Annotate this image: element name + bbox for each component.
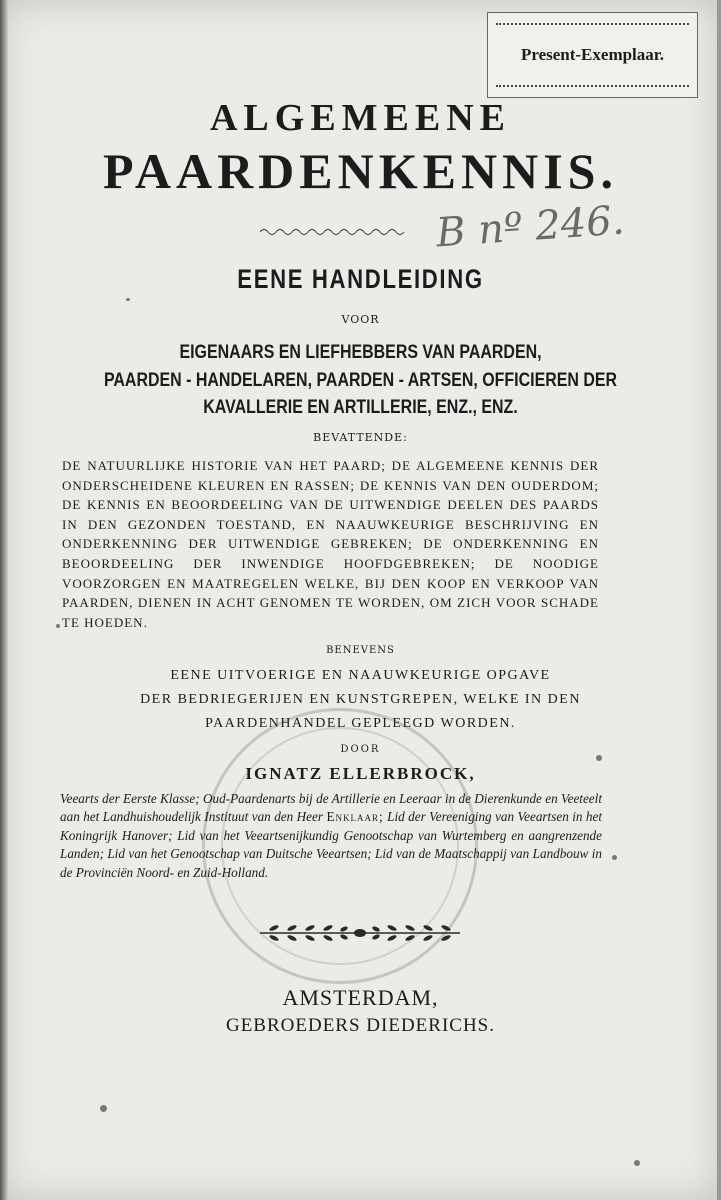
squiggle-ornament	[260, 226, 410, 238]
handwritten-shelfmark: B nº 246.	[434, 197, 626, 257]
author-name: IGNATZ ELLERBROCK,	[245, 764, 476, 783]
label-text: Present-Exemplaar.	[520, 45, 665, 64]
opgave-line-1: EENE UITVOERIGE EN NAAUWKEURIGE OPGAVE	[170, 668, 551, 683]
paper-speck	[634, 1160, 640, 1166]
imprint-city: AMSTERDAM,	[282, 985, 439, 1010]
title-line-1: ALGEMEENE	[209, 97, 512, 139]
door-text: DOOR	[340, 744, 381, 755]
voor-text: VOOR	[341, 313, 380, 326]
paper-speck	[612, 855, 617, 860]
label-border	[496, 23, 689, 87]
imprint-publisher: GEBROEDERS DIEDERICHS.	[225, 1015, 495, 1036]
paper-speck	[56, 624, 60, 628]
subtitle: EENE HANDLEIDING	[237, 264, 484, 294]
paper-speck	[126, 298, 130, 301]
title-line-2: PAARDENKENNIS.	[103, 143, 618, 199]
audience-line-1: EIGENAARS EN LIEFHEBBERS VAN PAARDEN,	[179, 342, 542, 363]
audience-line-3: KAVALLERIE EN ARTILLERIE, ENZ., ENZ.	[203, 397, 518, 418]
credentials-part-1: Veearts der Eerste Klasse; Oud-Paardenarts bij de Artillerie en Leeraar in de Dierenkunde en Veeteelt aan het Landhuishoudelijk Instituut van den Heer	[60, 791, 602, 825]
contents-paragraph: DE NATUURLIJKE HISTORIE VAN HET PAARD; DE ALGEMEENE KENNIS DER ONDERSCHEIDENE KLEUREN EN RASSEN; DE KENNIS VAN DEN OUDERDOM; DE KENNIS EN BEOORDEELING VAN DE UITWENDIGE DEELEN DES PAARDS IN DEN GEZONDEN TOESTAND, EN NAAUWKEURIGE BESCHRIJVING EN ONDERKENNING DER UITWENDIGE GEBREKEN; DE ONDERKENNING EN BEOORDEELING DER INWENDIGE HOOFDGEBREKEN; DE NOODIGE VOORZORGEN EN MAATREGELEN WELKE, BIJ DEN KOOP EN VERKOOP VAN PAARDEN, DIENEN IN ACHT GENOMEN TE WORDEN, OM ZICH VOOR SCHADE TE HOEDEN.	[62, 458, 599, 630]
opgave-line-3: PAARDENHANDEL GEPLEEGD WORDEN.	[205, 716, 516, 731]
author-credentials	[60, 790, 602, 882]
opgave-line-2: DER BEDRIEGERIJEN EN KUNSTGREPEN, WELKE IN DEN	[140, 692, 581, 707]
paper-speck	[100, 1105, 107, 1112]
present-exemplaar-label	[487, 12, 698, 98]
credentials-enklaar: Enklaar;	[326, 809, 384, 825]
paper-speck	[596, 755, 602, 761]
credentials-part-2: Lid der Vereeniging van Veeartsen in het Koningrijk Hanover; Lid van het Veeartsenijkundig Genootschap van Wurtemberg en aangrenzende Landen; Lid van het Genootschap van Duitsche Veeartsen; Lid van de Maatschappij van Landbouw in de Provinciën Noord- en Zuid-Holland.	[60, 809, 603, 880]
audience-line-2: PAARDEN - HANDELAREN, PAARDEN - ARTSEN, OFFICIEREN DER	[103, 370, 618, 391]
bevattende-text: BEVATTENDE:	[313, 431, 408, 444]
laurel-vignette	[254, 922, 466, 944]
benevens-text: BENEVENS	[326, 645, 395, 656]
